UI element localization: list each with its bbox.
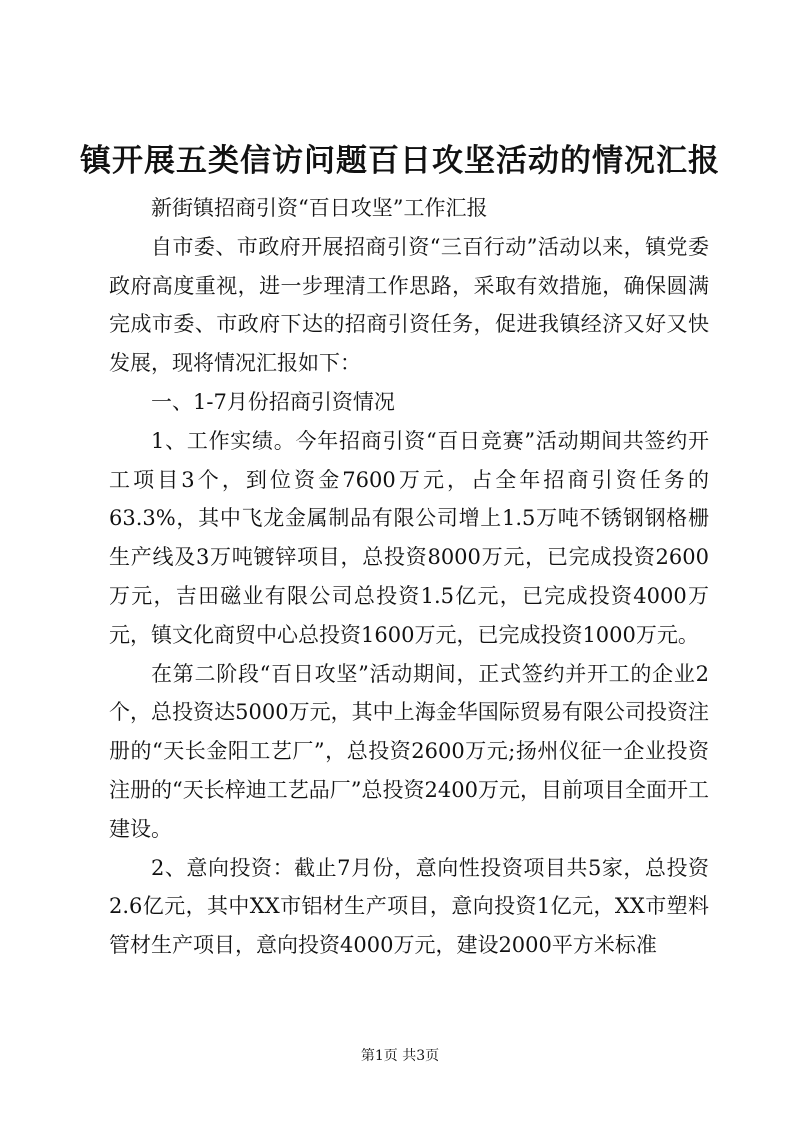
section-heading: 一、1-7月份招商引资情况 (151, 389, 395, 414)
document-body (109, 189, 709, 965)
paragraph-subtitle: 新街镇招商引资“百日攻坚”工作汇报 (151, 196, 488, 220)
page-number-footer: 第1页 共3页 (360, 1048, 440, 1064)
paragraph-achievements: 1、工作实绩。今年招商引资“百日竞赛”活动期间共签约开工项目3个，到位资金7600万元，占全年招商引资任务的63.3%，其中飞龙金属制品有限公司增上1.5万吨不锈钢钢格栅生产线及3万吨镀锌项目，总投资8000万元，已完成投资2600万元，吉田磁业有限公司总投资1.5亿元，已完成投资4000万元，镇文化商贸中心总投资1600万元，已完成投资1000万元。 (109, 428, 709, 647)
paragraph-intro: 自市委、市政府开展招商引资“三百行动”活动以来，镇党委政府高度重视，进一步理清工作思路，采取有效措施，确保圆满完成市委、市政府下达的招商引资任务，促进我镇经济又好又快发展，现将情况汇报如下： (109, 234, 709, 376)
document-title: 镇开展五类信访问题百日攻坚活动的情况汇报 (80, 143, 720, 179)
paragraph-second-stage: 在第二阶段“百日攻坚”活动期间，正式签约并开工的企业2个，总投资达5000万元，其中上海金华国际贸易有限公司投资注册的“天长金阳工艺厂”，总投资2600万元;扬州仪征一企业投资注册的“天长梓迪工艺品厂”总投资2400万元，目前项目全面开工建设。 (109, 661, 709, 841)
paragraph-intended-investment: 2、意向投资：截止7月份，意向性投资项目共5家，总投资2.6亿元，其中XX市铝材生产项目，意向投资1亿元，XX市塑料管材生产项目，意向投资4000万元，建设2000平方米标准 (109, 855, 709, 958)
